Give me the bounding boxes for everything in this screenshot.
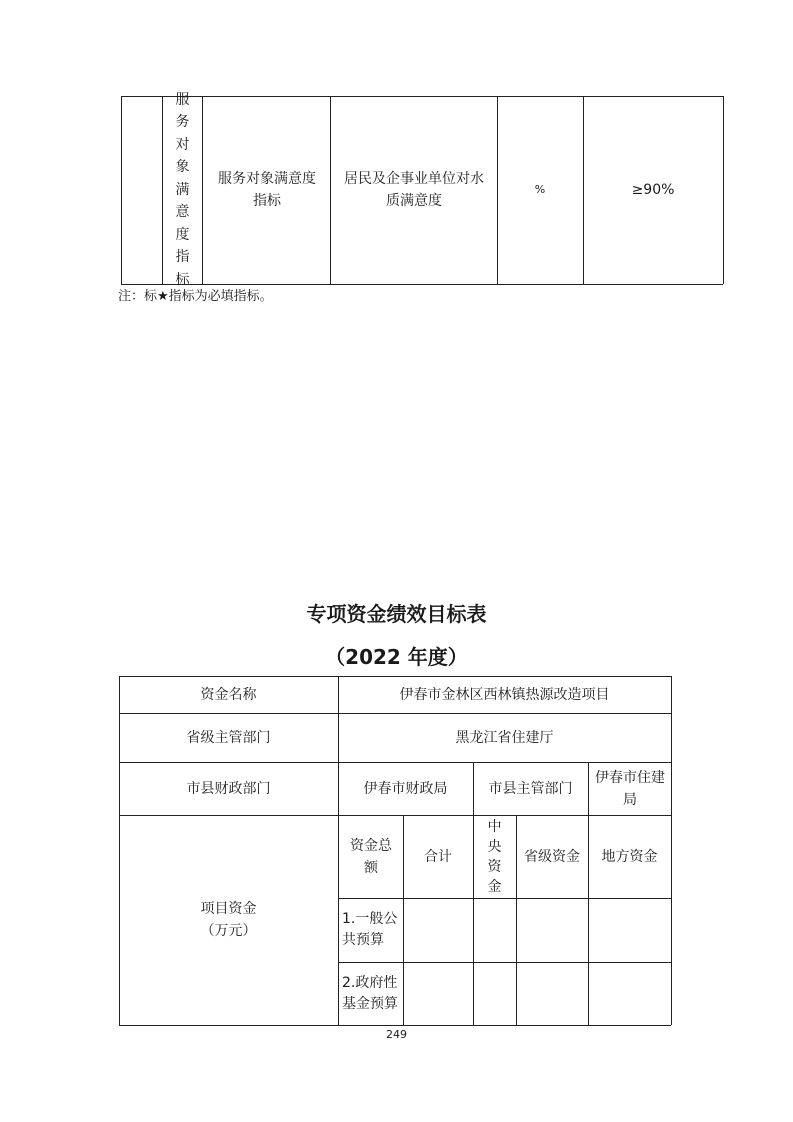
total-amount-header-cell — [343, 815, 399, 898]
row2-label-cell — [342, 962, 400, 1025]
target-cell — [583, 96, 723, 284]
category-text: 服务对象满意度指标 — [175, 91, 190, 288]
note: 注：标★指标为必填指标。 — [118, 289, 273, 304]
city-dept-value: 伊春市住建局 — [595, 769, 665, 808]
city-dept-label: 市县主管部门 — [488, 780, 573, 797]
provincial-fund-header: 省级资金 — [524, 848, 580, 865]
sum-header: 合计 — [424, 848, 452, 865]
provincial-dept-label-cell — [119, 713, 338, 762]
city-finance-label-cell — [119, 762, 338, 815]
provincial-dept-value: 黑龙江省住建厅 — [455, 729, 554, 746]
fund-name-value-cell — [338, 676, 671, 713]
indicator-text: 服务对象满意度指标 — [218, 171, 316, 209]
central-fund-header-cell — [473, 815, 516, 898]
indicator-cell — [216, 96, 318, 284]
central-fund-header: 中央资金 — [487, 818, 502, 895]
category-vertical-cell — [163, 91, 202, 288]
page-number: 249 — [386, 1028, 407, 1041]
row2-label: 2.政府性基金预算 — [342, 974, 398, 1012]
provincial-fund-header-cell — [516, 815, 588, 898]
unit-cell — [497, 96, 583, 284]
city-finance-label: 市县财政部门 — [186, 780, 271, 797]
row1-label-cell — [342, 898, 400, 962]
city-finance-value: 伊春市财政局 — [363, 780, 448, 797]
description-cell — [338, 96, 490, 284]
city-dept-label-cell — [473, 762, 588, 815]
local-fund-header: 地方资金 — [601, 848, 658, 865]
local-fund-header-cell — [588, 815, 671, 898]
row1-label: 1.一般公共预算 — [342, 911, 398, 948]
city-finance-value-cell — [338, 762, 473, 815]
fund-name-label-cell — [119, 676, 338, 713]
provincial-dept-value-cell — [338, 713, 671, 762]
fund-name-value: 伊春市金林区西林镇热源改造项目 — [399, 686, 610, 703]
city-dept-value-cell — [592, 762, 668, 815]
sum-header-cell — [403, 815, 473, 898]
project-fund-label: 项目资金 （万元） — [200, 901, 257, 939]
project-fund-label-cell — [119, 815, 338, 1025]
fund-name-label: 资金名称 — [200, 686, 257, 703]
document-year: （2022 年度） — [325, 645, 468, 669]
description-text: 居民及企事业单位对水质满意度 — [344, 171, 484, 209]
document-title: 专项资金绩效目标表 — [306, 602, 487, 626]
target-text: ≥90% — [631, 182, 675, 198]
unit-text: % — [534, 183, 546, 196]
total-amount-header: 资金总额 — [350, 837, 392, 876]
provincial-dept-label: 省级主管部门 — [186, 729, 271, 746]
